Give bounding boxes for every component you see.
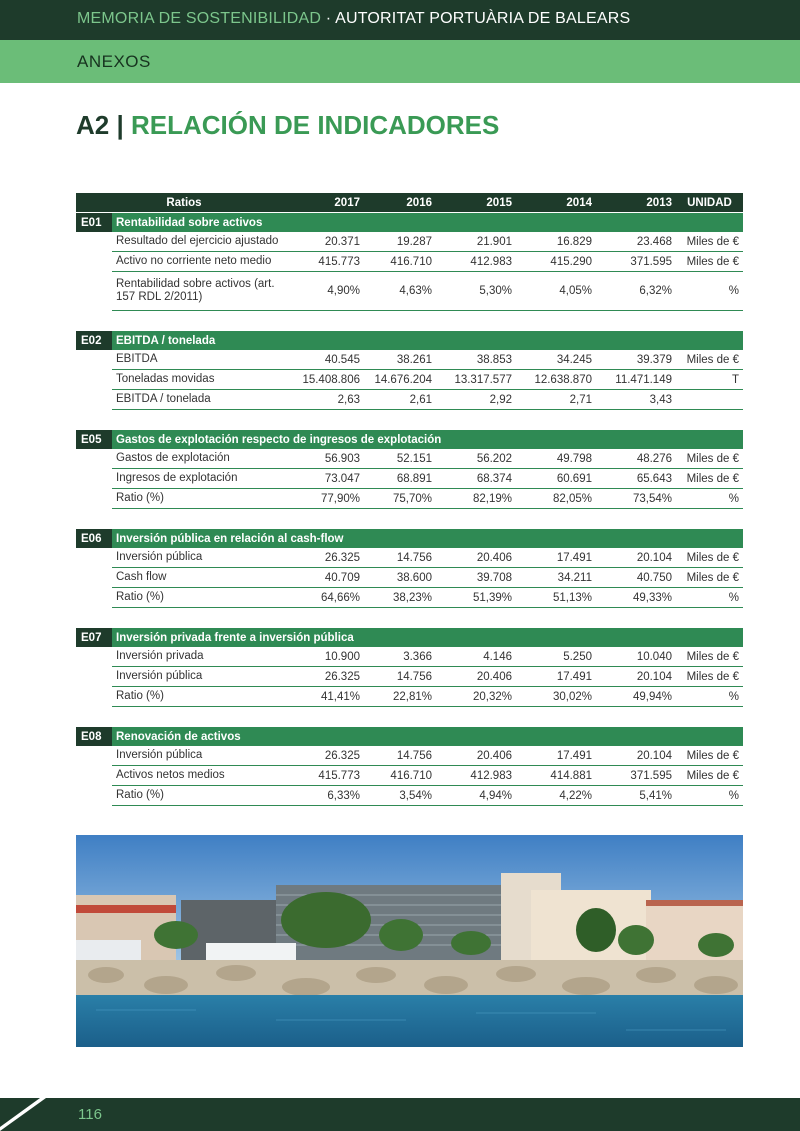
value-cell: 52.151	[364, 449, 436, 469]
indent-cell	[76, 568, 112, 588]
value-cell: 20.406	[436, 746, 516, 766]
unit-cell: Miles de €	[676, 746, 743, 766]
footer-bar	[0, 1098, 800, 1131]
indent-cell	[76, 469, 112, 489]
value-cell: 26.325	[292, 548, 364, 568]
table-header-row	[76, 193, 743, 213]
table-row	[76, 746, 743, 766]
table-row	[76, 687, 743, 707]
indent-cell	[76, 588, 112, 608]
value-cell: 20.104	[596, 746, 676, 766]
value-cell: 73,54%	[596, 489, 676, 509]
section-spacer	[76, 707, 743, 728]
value-cell: 56.903	[292, 449, 364, 469]
row-label: EBITDA	[112, 350, 292, 370]
section-name: EBITDA / tonelada	[112, 331, 743, 350]
value-cell: 2,92	[436, 390, 516, 410]
value-cell: 38,23%	[364, 588, 436, 608]
value-cell: 13.317.577	[436, 370, 516, 390]
value-cell: 40.709	[292, 568, 364, 588]
value-cell: 12.638.870	[516, 370, 596, 390]
section-label: ANEXOS	[77, 52, 151, 71]
section-code: E06	[76, 529, 112, 548]
table-row	[76, 449, 743, 469]
unit-cell: Miles de €	[676, 647, 743, 667]
value-cell: 65.643	[596, 469, 676, 489]
indent-cell	[76, 667, 112, 687]
value-cell: 17.491	[516, 548, 596, 568]
value-cell: 4,05%	[516, 272, 596, 311]
value-cell: 48.276	[596, 449, 676, 469]
row-label: Inversión privada	[112, 647, 292, 667]
row-label: Ratio (%)	[112, 489, 292, 509]
value-cell: 2,61	[364, 390, 436, 410]
indent-cell	[76, 489, 112, 509]
value-cell: 21.901	[436, 232, 516, 252]
footer-stripe	[0, 1098, 60, 1131]
table-row	[76, 469, 743, 489]
port-photo	[76, 835, 743, 1047]
section-code: E01	[76, 213, 112, 233]
value-cell: 17.491	[516, 746, 596, 766]
value-cell: 4,90%	[292, 272, 364, 311]
value-cell: 60.691	[516, 469, 596, 489]
row-label: Resultado del ejercicio ajustado	[112, 232, 292, 252]
table-row	[76, 568, 743, 588]
value-cell: 56.202	[436, 449, 516, 469]
indent-cell	[76, 687, 112, 707]
value-cell: 75,70%	[364, 489, 436, 509]
section-header-row	[76, 628, 743, 647]
value-cell: 34.211	[516, 568, 596, 588]
row-label: Ratio (%)	[112, 687, 292, 707]
section-code: E08	[76, 727, 112, 746]
col-header-ratios: Ratios	[76, 193, 292, 213]
value-cell: 16.829	[516, 232, 596, 252]
spacer-cell	[76, 311, 743, 332]
section-header-row	[76, 727, 743, 746]
row-label: Inversión pública	[112, 548, 292, 568]
value-cell: 3,43	[596, 390, 676, 410]
value-cell: 412.983	[436, 766, 516, 786]
section-header-row	[76, 331, 743, 350]
value-cell: 49,94%	[596, 687, 676, 707]
value-cell: 20,32%	[436, 687, 516, 707]
unit-cell: Miles de €	[676, 766, 743, 786]
unit-cell: T	[676, 370, 743, 390]
value-cell: 40.750	[596, 568, 676, 588]
unit-cell: Miles de €	[676, 449, 743, 469]
table-row	[76, 232, 743, 252]
table-row	[76, 272, 743, 311]
value-cell: 20.104	[596, 548, 676, 568]
table-row	[76, 350, 743, 370]
indent-cell	[76, 390, 112, 410]
value-cell: 4,63%	[364, 272, 436, 311]
unit-cell: Miles de €	[676, 350, 743, 370]
table-row	[76, 588, 743, 608]
value-cell: 11.471.149	[596, 370, 676, 390]
section-name: Renovación de activos	[112, 727, 743, 746]
section-name: Inversión pública en relación al cash-flow	[112, 529, 743, 548]
unit-cell: %	[676, 489, 743, 509]
indent-cell	[76, 370, 112, 390]
value-cell: 14.756	[364, 746, 436, 766]
value-cell: 51,39%	[436, 588, 516, 608]
value-cell: 5,41%	[596, 786, 676, 806]
value-cell: 26.325	[292, 667, 364, 687]
value-cell: 49,33%	[596, 588, 676, 608]
value-cell: 14.756	[364, 667, 436, 687]
row-label: EBITDA / tonelada	[112, 390, 292, 410]
col-header-unit: UNIDAD	[676, 193, 743, 213]
organization-name: AUTORITAT PORTUÀRIA DE BALEARS	[335, 10, 631, 27]
value-cell: 412.983	[436, 252, 516, 272]
table-row	[76, 252, 743, 272]
value-cell: 17.491	[516, 667, 596, 687]
value-cell: 68.374	[436, 469, 516, 489]
table-row	[76, 667, 743, 687]
value-cell: 23.468	[596, 232, 676, 252]
row-label: Ingresos de explotación	[112, 469, 292, 489]
indent-cell	[76, 786, 112, 806]
value-cell: 4,22%	[516, 786, 596, 806]
value-cell: 6,32%	[596, 272, 676, 311]
row-label: Inversión pública	[112, 667, 292, 687]
indent-cell	[76, 449, 112, 469]
col-header-2015: 2015	[436, 193, 516, 213]
section-spacer	[76, 311, 743, 332]
spacer-cell	[76, 509, 743, 530]
value-cell: 40.545	[292, 350, 364, 370]
col-header-2017: 2017	[292, 193, 364, 213]
value-cell: 415.773	[292, 252, 364, 272]
col-header-2013: 2013	[596, 193, 676, 213]
section-bar	[0, 40, 800, 83]
value-cell: 14.676.204	[364, 370, 436, 390]
row-label: Ratio (%)	[112, 588, 292, 608]
value-cell: 10.900	[292, 647, 364, 667]
value-cell: 415.773	[292, 766, 364, 786]
page-title	[76, 110, 499, 141]
value-cell: 82,19%	[436, 489, 516, 509]
row-label: Rentabilidad sobre activos (art. 157 RDL 2/2011)	[112, 272, 292, 311]
spacer-cell	[76, 608, 743, 629]
value-cell: 34.245	[516, 350, 596, 370]
header-separator: ·	[321, 10, 336, 27]
top-header-bar	[0, 0, 800, 40]
table-row	[76, 766, 743, 786]
value-cell: 41,41%	[292, 687, 364, 707]
table-row	[76, 548, 743, 568]
spacer-cell	[76, 707, 743, 728]
section-spacer	[76, 410, 743, 431]
title-separator: |	[109, 110, 131, 140]
value-cell: 82,05%	[516, 489, 596, 509]
section-header-row	[76, 430, 743, 449]
table-body	[76, 213, 743, 806]
section-code: E02	[76, 331, 112, 350]
table-row	[76, 370, 743, 390]
row-label: Activos netos medios	[112, 766, 292, 786]
section-code: E05	[76, 430, 112, 449]
indicators-table	[76, 193, 743, 806]
row-label: Ratio (%)	[112, 786, 292, 806]
value-cell: 39.708	[436, 568, 516, 588]
indent-cell	[76, 272, 112, 311]
value-cell: 64,66%	[292, 588, 364, 608]
section-spacer	[76, 509, 743, 530]
value-cell: 38.600	[364, 568, 436, 588]
value-cell: 19.287	[364, 232, 436, 252]
indent-cell	[76, 232, 112, 252]
value-cell: 4.146	[436, 647, 516, 667]
section-spacer	[76, 608, 743, 629]
value-cell: 414.881	[516, 766, 596, 786]
table-row	[76, 390, 743, 410]
indent-cell	[76, 350, 112, 370]
row-label: Toneladas movidas	[112, 370, 292, 390]
value-cell: 20.371	[292, 232, 364, 252]
value-cell: 39.379	[596, 350, 676, 370]
value-cell: 30,02%	[516, 687, 596, 707]
section-header-row	[76, 529, 743, 548]
value-cell: 49.798	[516, 449, 596, 469]
row-label: Gastos de explotación	[112, 449, 292, 469]
unit-cell: Miles de €	[676, 548, 743, 568]
section-name: Gastos de explotación respecto de ingresos de explotación	[112, 430, 743, 449]
table-row	[76, 647, 743, 667]
unit-cell: Miles de €	[676, 252, 743, 272]
unit-cell: %	[676, 687, 743, 707]
report-title: MEMORIA DE SOSTENIBILIDAD	[77, 10, 322, 27]
value-cell: 3,54%	[364, 786, 436, 806]
value-cell: 416.710	[364, 252, 436, 272]
table-row	[76, 489, 743, 509]
value-cell: 10.040	[596, 647, 676, 667]
value-cell: 20.406	[436, 548, 516, 568]
value-cell: 15.408.806	[292, 370, 364, 390]
value-cell: 415.290	[516, 252, 596, 272]
unit-cell: Miles de €	[676, 667, 743, 687]
value-cell: 371.595	[596, 766, 676, 786]
value-cell: 77,90%	[292, 489, 364, 509]
value-cell: 371.595	[596, 252, 676, 272]
value-cell: 20.104	[596, 667, 676, 687]
value-cell: 38.261	[364, 350, 436, 370]
indent-cell	[76, 252, 112, 272]
unit-cell: %	[676, 786, 743, 806]
row-label: Cash flow	[112, 568, 292, 588]
unit-cell: %	[676, 588, 743, 608]
value-cell: 38.853	[436, 350, 516, 370]
value-cell: 2,71	[516, 390, 596, 410]
spacer-cell	[76, 410, 743, 431]
unit-cell: Miles de €	[676, 568, 743, 588]
page-number: 116	[78, 1106, 102, 1123]
row-label: Activo no corriente neto medio	[112, 252, 292, 272]
value-cell: 20.406	[436, 667, 516, 687]
value-cell: 26.325	[292, 746, 364, 766]
indent-cell	[76, 766, 112, 786]
section-header-row	[76, 213, 743, 233]
indent-cell	[76, 647, 112, 667]
port-photo-image	[76, 835, 743, 1047]
table-row	[76, 786, 743, 806]
value-cell: 416.710	[364, 766, 436, 786]
section-code: E07	[76, 628, 112, 647]
unit-cell: Miles de €	[676, 232, 743, 252]
value-cell: 5.250	[516, 647, 596, 667]
value-cell: 3.366	[364, 647, 436, 667]
value-cell: 14.756	[364, 548, 436, 568]
unit-cell	[676, 390, 743, 410]
title-code: A2	[76, 110, 110, 140]
indent-cell	[76, 548, 112, 568]
col-header-2016: 2016	[364, 193, 436, 213]
value-cell: 2,63	[292, 390, 364, 410]
value-cell: 51,13%	[516, 588, 596, 608]
section-name: Inversión privada frente a inversión pública	[112, 628, 743, 647]
value-cell: 6,33%	[292, 786, 364, 806]
indent-cell	[76, 746, 112, 766]
value-cell: 73.047	[292, 469, 364, 489]
value-cell: 22,81%	[364, 687, 436, 707]
title-name: RELACIÓN DE INDICADORES	[130, 110, 500, 140]
report-header	[77, 10, 630, 28]
row-label: Inversión pública	[112, 746, 292, 766]
col-header-2014: 2014	[516, 193, 596, 213]
unit-cell: Miles de €	[676, 469, 743, 489]
unit-cell: %	[676, 272, 743, 311]
section-name: Rentabilidad sobre activos	[112, 213, 743, 233]
value-cell: 68.891	[364, 469, 436, 489]
value-cell: 5,30%	[436, 272, 516, 311]
value-cell: 4,94%	[436, 786, 516, 806]
